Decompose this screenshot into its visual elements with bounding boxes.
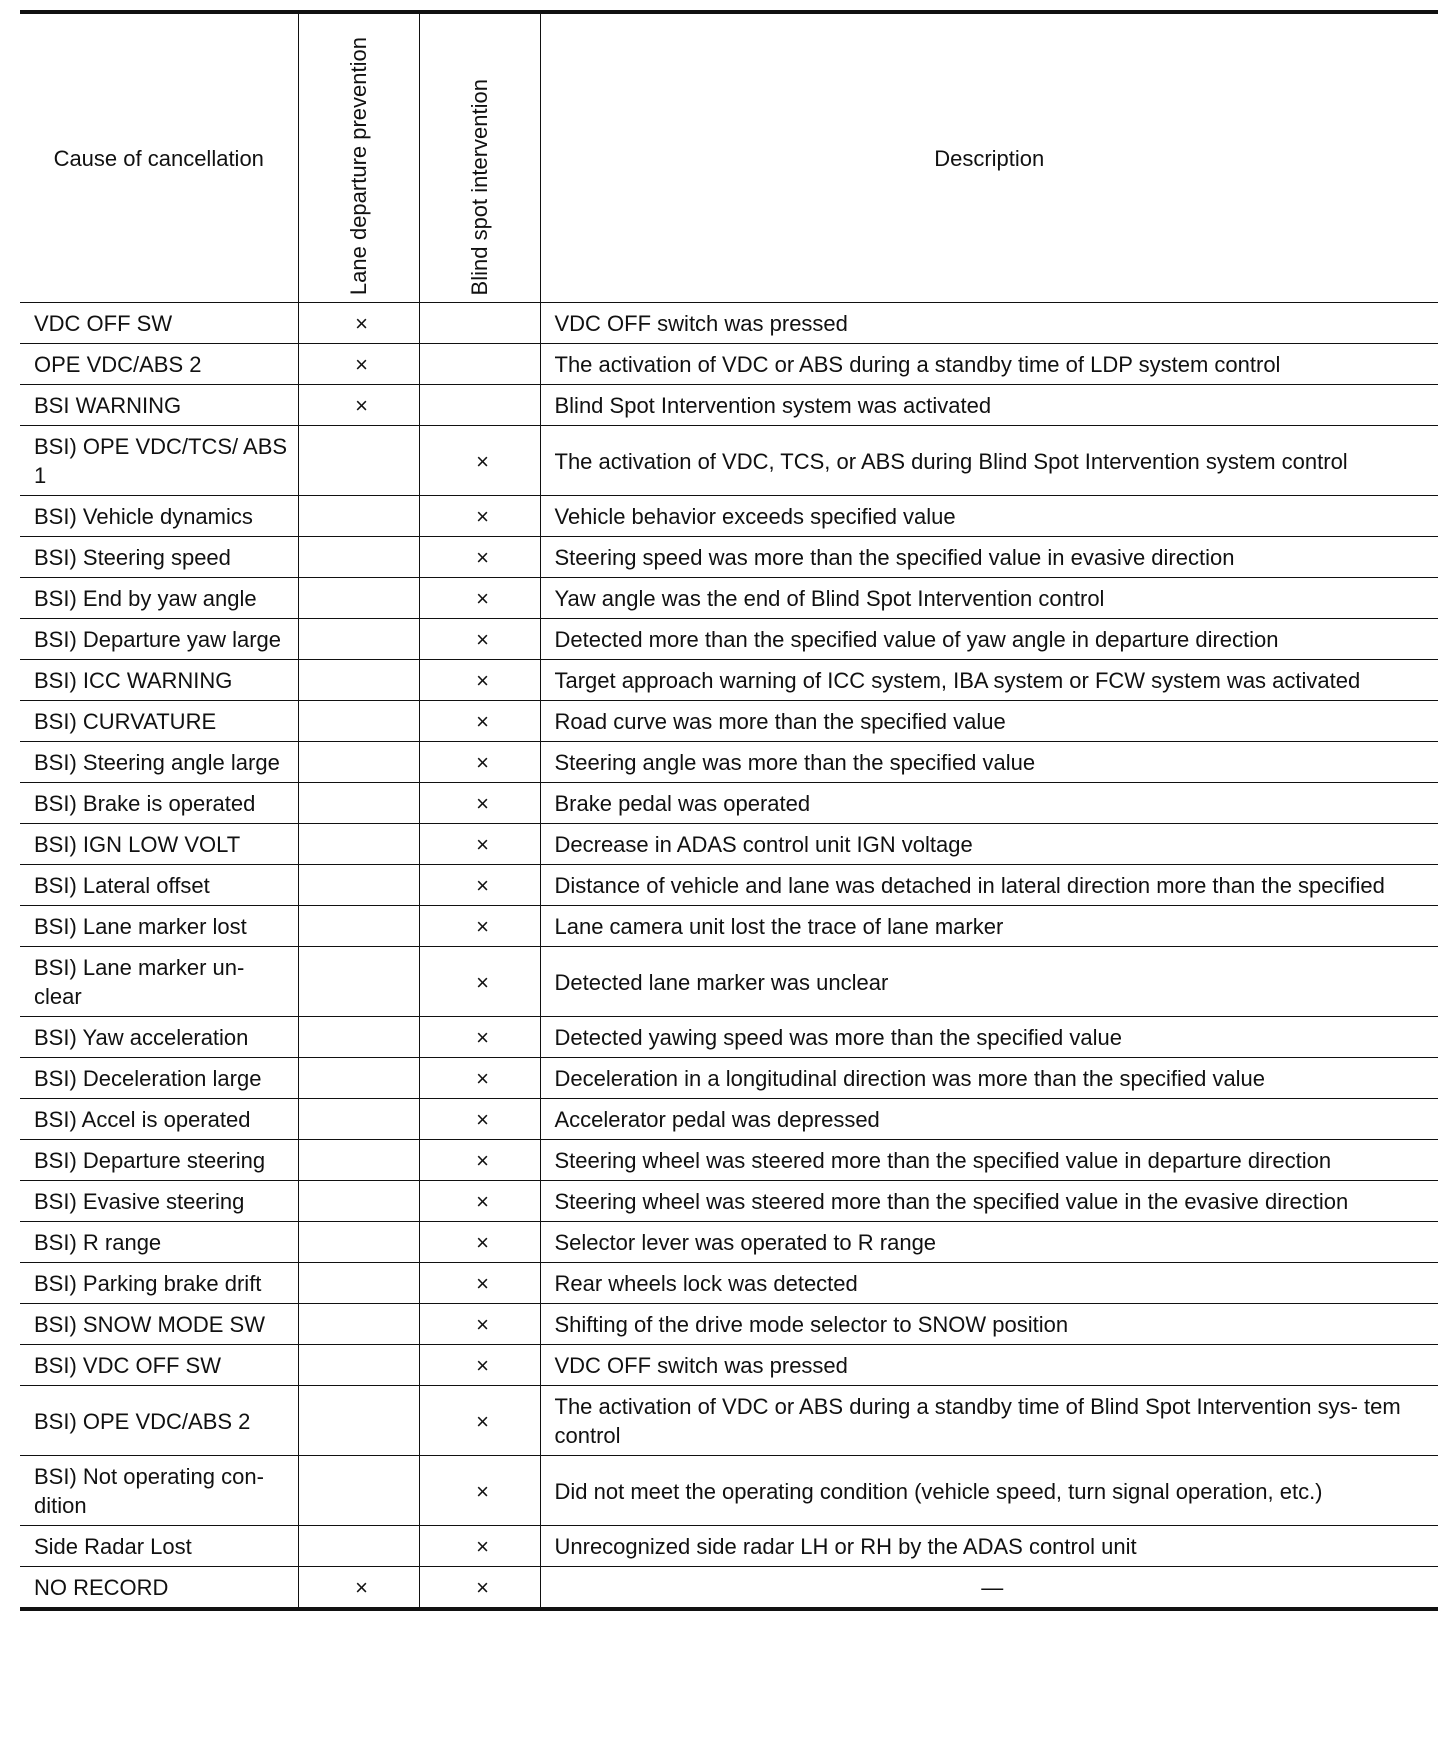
table-row bbox=[20, 906, 1438, 947]
table-row bbox=[20, 426, 1438, 496]
bsi-cell: × bbox=[419, 1058, 540, 1099]
ldp-cell bbox=[298, 1140, 419, 1181]
ldp-cell bbox=[298, 1345, 419, 1386]
ldp-cell bbox=[298, 1181, 419, 1222]
cause-cell: BSI WARNING bbox=[20, 385, 298, 426]
table-row bbox=[20, 1058, 1438, 1099]
bsi-cell: × bbox=[419, 1304, 540, 1345]
description-cell: Distance of vehicle and lane was detached in lateral direction more than the specified bbox=[540, 865, 1438, 906]
cause-cell: BSI) Brake is operated bbox=[20, 783, 298, 824]
description-cell: Detected lane marker was unclear bbox=[540, 947, 1438, 1017]
bsi-cell: × bbox=[419, 1345, 540, 1386]
ldp-cell bbox=[298, 426, 419, 496]
ldp-cell bbox=[298, 578, 419, 619]
cause-cell: VDC OFF SW bbox=[20, 303, 298, 344]
cause-cell: BSI) R range bbox=[20, 1222, 298, 1263]
ldp-cell bbox=[298, 1222, 419, 1263]
bsi-cell bbox=[419, 303, 540, 344]
description-cell: VDC OFF switch was pressed bbox=[540, 1345, 1438, 1386]
table-row bbox=[20, 1567, 1438, 1610]
bsi-cell: × bbox=[419, 1456, 540, 1526]
ldp-cell bbox=[298, 660, 419, 701]
ldp-cell: × bbox=[298, 1567, 419, 1610]
ldp-cell: × bbox=[298, 303, 419, 344]
bsi-cell: × bbox=[419, 1222, 540, 1263]
cause-cell: BSI) Not operating con- dition bbox=[20, 1456, 298, 1526]
description-cell: Unrecognized side radar LH or RH by the ADAS control unit bbox=[540, 1526, 1438, 1567]
cause-cell: BSI) Evasive steering bbox=[20, 1181, 298, 1222]
cause-cell: BSI) Deceleration large bbox=[20, 1058, 298, 1099]
bsi-cell: × bbox=[419, 1099, 540, 1140]
ldp-cell bbox=[298, 619, 419, 660]
table-row bbox=[20, 1181, 1438, 1222]
ldp-cell bbox=[298, 496, 419, 537]
table-row bbox=[20, 1017, 1438, 1058]
description-cell: Decrease in ADAS control unit IGN voltage bbox=[540, 824, 1438, 865]
description-cell: Accelerator pedal was depressed bbox=[540, 1099, 1438, 1140]
cause-cell: BSI) Parking brake drift bbox=[20, 1263, 298, 1304]
description-cell: VDC OFF switch was pressed bbox=[540, 303, 1438, 344]
bsi-cell: × bbox=[419, 1386, 540, 1456]
ldp-cell bbox=[298, 906, 419, 947]
bsi-cell bbox=[419, 344, 540, 385]
bsi-cell: × bbox=[419, 906, 540, 947]
cause-cell: BSI) Lane marker un- clear bbox=[20, 947, 298, 1017]
ldp-cell bbox=[298, 1017, 419, 1058]
header-cause bbox=[20, 12, 298, 303]
table-row bbox=[20, 537, 1438, 578]
bsi-cell: × bbox=[419, 947, 540, 1017]
table-row bbox=[20, 947, 1438, 1017]
ldp-cell bbox=[298, 1304, 419, 1345]
cause-cell: BSI) IGN LOW VOLT bbox=[20, 824, 298, 865]
cause-cell: BSI) Yaw acceleration bbox=[20, 1017, 298, 1058]
table-row bbox=[20, 619, 1438, 660]
description-cell: The activation of VDC or ABS during a standby time of Blind Spot Intervention sys- tem control bbox=[540, 1386, 1438, 1456]
header-ldp-label: Lane departure prevention bbox=[346, 36, 371, 295]
bsi-cell bbox=[419, 385, 540, 426]
bsi-cell: × bbox=[419, 1526, 540, 1567]
header-description bbox=[540, 12, 1438, 303]
ldp-cell bbox=[298, 1526, 419, 1567]
description-cell: Selector lever was operated to R range bbox=[540, 1222, 1438, 1263]
table-row bbox=[20, 344, 1438, 385]
ldp-cell bbox=[298, 865, 419, 906]
header-ldp bbox=[298, 12, 419, 303]
description-cell: Target approach warning of ICC system, IBA system or FCW system was activated bbox=[540, 660, 1438, 701]
cause-cell: BSI) ICC WARNING bbox=[20, 660, 298, 701]
cause-cell: BSI) Lateral offset bbox=[20, 865, 298, 906]
description-cell: Road curve was more than the specified value bbox=[540, 701, 1438, 742]
ldp-cell bbox=[298, 537, 419, 578]
cause-cell: NO RECORD bbox=[20, 1567, 298, 1610]
header-bsi-label: Blind spot intervention bbox=[467, 78, 492, 295]
header-bsi bbox=[419, 12, 540, 303]
bsi-cell: × bbox=[419, 496, 540, 537]
table-row bbox=[20, 742, 1438, 783]
bsi-cell: × bbox=[419, 783, 540, 824]
description-cell: Did not meet the operating condition (vehicle speed, turn signal operation, etc.) bbox=[540, 1456, 1438, 1526]
cause-cell: Side Radar Lost bbox=[20, 1526, 298, 1567]
bsi-cell: × bbox=[419, 578, 540, 619]
cause-cell: BSI) Steering speed bbox=[20, 537, 298, 578]
cause-cell: BSI) CURVATURE bbox=[20, 701, 298, 742]
description-cell: Vehicle behavior exceeds specified value bbox=[540, 496, 1438, 537]
ldp-cell bbox=[298, 783, 419, 824]
bsi-cell: × bbox=[419, 537, 540, 578]
description-cell: Shifting of the drive mode selector to SNOW position bbox=[540, 1304, 1438, 1345]
ldp-cell: × bbox=[298, 385, 419, 426]
ldp-cell bbox=[298, 1386, 419, 1456]
description-cell: Yaw angle was the end of Blind Spot Intervention control bbox=[540, 578, 1438, 619]
ldp-cell bbox=[298, 1263, 419, 1304]
table-row bbox=[20, 1263, 1438, 1304]
ldp-cell bbox=[298, 824, 419, 865]
bsi-cell: × bbox=[419, 865, 540, 906]
cause-cell: BSI) OPE VDC/TCS/ ABS 1 bbox=[20, 426, 298, 496]
bsi-cell: × bbox=[419, 619, 540, 660]
cause-cell: BSI) SNOW MODE SW bbox=[20, 1304, 298, 1345]
ldp-cell bbox=[298, 1099, 419, 1140]
bsi-cell: × bbox=[419, 701, 540, 742]
description-cell: Deceleration in a longitudinal direction was more than the specified value bbox=[540, 1058, 1438, 1099]
cause-cell: BSI) End by yaw angle bbox=[20, 578, 298, 619]
ldp-cell bbox=[298, 742, 419, 783]
cause-cell: BSI) VDC OFF SW bbox=[20, 1345, 298, 1386]
ldp-cell bbox=[298, 701, 419, 742]
table-row bbox=[20, 578, 1438, 619]
header-description-label: Description bbox=[934, 145, 1045, 171]
table-row bbox=[20, 783, 1438, 824]
bsi-cell: × bbox=[419, 660, 540, 701]
table-row bbox=[20, 1386, 1438, 1456]
cancellation-cause-table bbox=[20, 10, 1438, 1611]
ldp-cell bbox=[298, 1058, 419, 1099]
description-cell: The activation of VDC, TCS, or ABS during Blind Spot Intervention system control bbox=[540, 426, 1438, 496]
cause-cell: BSI) Departure yaw large bbox=[20, 619, 298, 660]
table-row bbox=[20, 303, 1438, 344]
cause-cell: BSI) Accel is operated bbox=[20, 1099, 298, 1140]
ldp-cell: × bbox=[298, 344, 419, 385]
cause-cell: BSI) OPE VDC/ABS 2 bbox=[20, 1386, 298, 1456]
table-row bbox=[20, 1304, 1438, 1345]
bsi-cell: × bbox=[419, 1140, 540, 1181]
table-row bbox=[20, 1526, 1438, 1567]
ldp-cell bbox=[298, 947, 419, 1017]
bsi-cell: × bbox=[419, 426, 540, 496]
table-row bbox=[20, 824, 1438, 865]
table-row bbox=[20, 1345, 1438, 1386]
table-row bbox=[20, 701, 1438, 742]
description-cell: Steering angle was more than the specified value bbox=[540, 742, 1438, 783]
header-row bbox=[20, 12, 1438, 303]
bsi-cell: × bbox=[419, 1181, 540, 1222]
table-row bbox=[20, 385, 1438, 426]
description-cell: Detected yawing speed was more than the specified value bbox=[540, 1017, 1438, 1058]
ldp-cell bbox=[298, 1456, 419, 1526]
description-cell: Detected more than the specified value of yaw angle in departure direction bbox=[540, 619, 1438, 660]
cause-cell: OPE VDC/ABS 2 bbox=[20, 344, 298, 385]
cause-cell: BSI) Departure steering bbox=[20, 1140, 298, 1181]
bsi-cell: × bbox=[419, 1567, 540, 1610]
description-cell: — bbox=[540, 1567, 1438, 1610]
bsi-cell: × bbox=[419, 742, 540, 783]
description-cell: Brake pedal was operated bbox=[540, 783, 1438, 824]
cause-cell: BSI) Steering angle large bbox=[20, 742, 298, 783]
description-cell: The activation of VDC or ABS during a standby time of LDP system control bbox=[540, 344, 1438, 385]
description-cell: Lane camera unit lost the trace of lane marker bbox=[540, 906, 1438, 947]
description-cell: Rear wheels lock was detected bbox=[540, 1263, 1438, 1304]
bsi-cell: × bbox=[419, 1017, 540, 1058]
table-row bbox=[20, 1456, 1438, 1526]
bsi-cell: × bbox=[419, 824, 540, 865]
table-row bbox=[20, 660, 1438, 701]
table-row bbox=[20, 1222, 1438, 1263]
table-row bbox=[20, 1099, 1438, 1140]
table-row bbox=[20, 1140, 1438, 1181]
table-row bbox=[20, 496, 1438, 537]
description-cell: Steering wheel was steered more than the specified value in departure direction bbox=[540, 1140, 1438, 1181]
header-cause-label: Cause of cancellation bbox=[53, 145, 264, 171]
table-row bbox=[20, 865, 1438, 906]
cause-cell: BSI) Vehicle dynamics bbox=[20, 496, 298, 537]
bsi-cell: × bbox=[419, 1263, 540, 1304]
description-cell: Steering wheel was steered more than the specified value in the evasive direction bbox=[540, 1181, 1438, 1222]
description-cell: Steering speed was more than the specified value in evasive direction bbox=[540, 537, 1438, 578]
cause-cell: BSI) Lane marker lost bbox=[20, 906, 298, 947]
description-cell: Blind Spot Intervention system was activated bbox=[540, 385, 1438, 426]
